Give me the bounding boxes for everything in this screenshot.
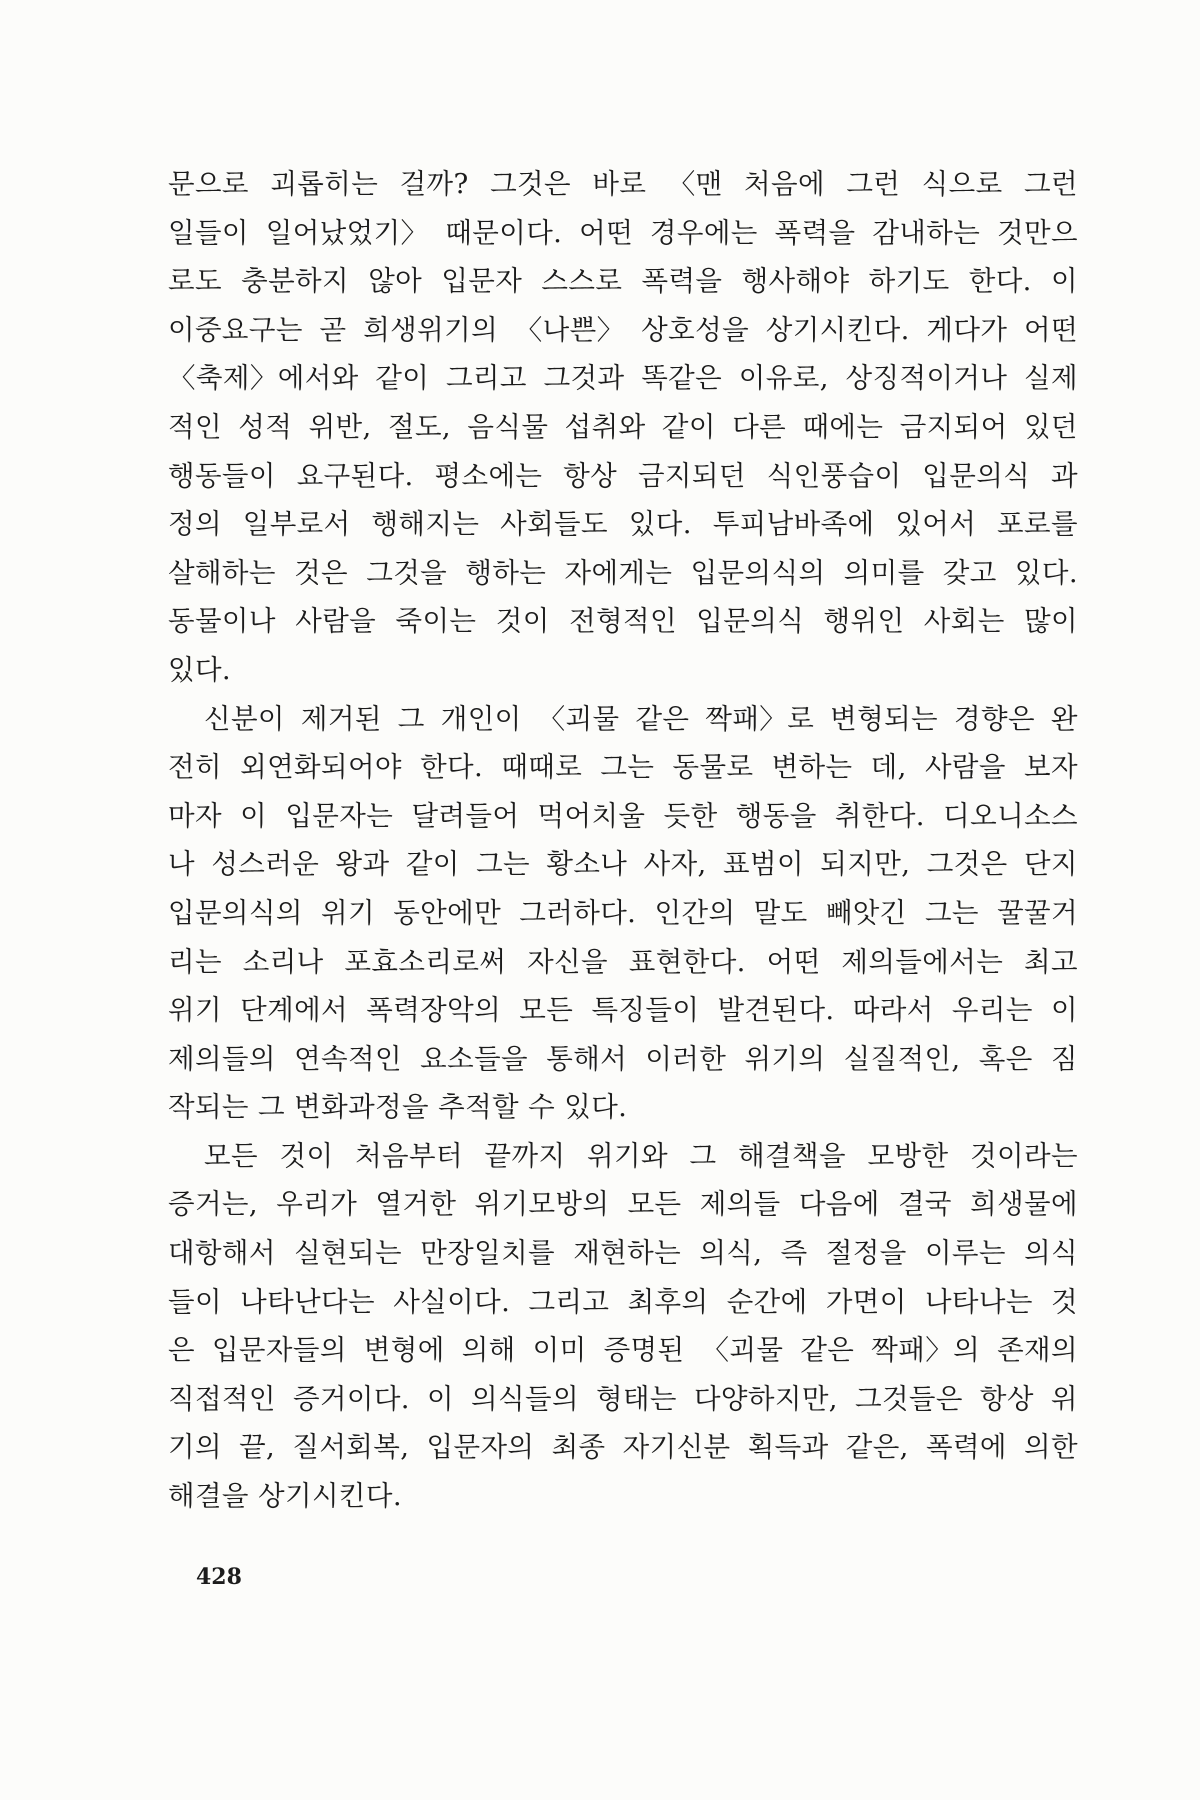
- word: 가면이: [825, 1285, 907, 1318]
- word: 정의: [168, 508, 222, 541]
- word: 의식,: [699, 1237, 763, 1270]
- word: 절도,: [387, 410, 452, 443]
- word: 개인이: [440, 702, 522, 735]
- word: 다양하지만,: [693, 1382, 838, 1415]
- word: 문으로: [168, 168, 249, 200]
- word: 위반,: [308, 410, 372, 443]
- word: 은: [168, 1334, 195, 1367]
- word: 말도: [753, 896, 808, 929]
- word: 성스러운: [211, 848, 320, 881]
- word: 적인: [168, 410, 222, 443]
- word: 것이: [279, 1139, 334, 1172]
- text-line: [168, 840, 1078, 889]
- word: 입문의식의: [690, 556, 826, 589]
- word: 결국: [897, 1188, 952, 1221]
- word: 우리는: [951, 994, 1033, 1027]
- word: 다음에: [798, 1188, 880, 1221]
- word: 항상: [979, 1382, 1034, 1415]
- word: 그는: [600, 751, 655, 784]
- word: 그는: [476, 848, 531, 881]
- word: 때때로: [501, 751, 583, 784]
- word: 열거한: [375, 1188, 457, 1221]
- word: 처음에: [744, 168, 825, 200]
- word: 이중요구는: [168, 313, 303, 346]
- word: 것: [1051, 1285, 1078, 1318]
- word: 일들이: [168, 216, 249, 249]
- text-line: [168, 986, 1078, 1035]
- word: 해결책을: [738, 1139, 846, 1172]
- word: 모든: [204, 1139, 258, 1172]
- word: 순간에: [726, 1285, 808, 1318]
- page-number: 428: [196, 1564, 242, 1590]
- word: 취한다.: [834, 799, 925, 832]
- word: 최종: [551, 1431, 606, 1464]
- word: 사회는: [923, 605, 1005, 638]
- word: 자에게는: [564, 556, 673, 589]
- word: 왕과: [335, 848, 390, 881]
- word: 감내하는: [872, 216, 981, 249]
- text-line: [168, 1180, 1078, 1229]
- word: 재현하는: [573, 1237, 682, 1270]
- text-line: [168, 938, 1078, 987]
- word: 짐: [1050, 1042, 1078, 1075]
- word: 것은: [294, 556, 349, 589]
- word: 그것을: [366, 556, 448, 589]
- word: 사람을: [295, 605, 377, 638]
- word: 갖고: [942, 556, 997, 589]
- word: 꿀꿀거: [997, 896, 1078, 929]
- text-line: [168, 1423, 1078, 1472]
- word: 행해지는: [371, 508, 480, 541]
- word: 있어서: [895, 508, 977, 541]
- word: 때문이다.: [445, 216, 563, 249]
- word: 그것들은: [854, 1382, 963, 1415]
- word: 것만으: [997, 216, 1078, 249]
- text-line: [168, 1229, 1078, 1278]
- word: 그리고: [528, 1285, 610, 1318]
- word: 살해하는: [168, 556, 276, 589]
- word: 빼앗긴: [825, 896, 907, 929]
- word: 같이: [375, 362, 430, 395]
- word: 게다가: [926, 313, 1008, 346]
- word: 섭취와: [564, 410, 646, 443]
- word: 한다.: [968, 265, 1032, 298]
- word: 최후의: [627, 1285, 709, 1318]
- word: 실질적인,: [843, 1042, 961, 1075]
- word: 나타나는: [924, 1285, 1033, 1318]
- word: 모든: [627, 1188, 682, 1221]
- word: 이: [427, 1382, 454, 1415]
- word: 단지: [1023, 848, 1078, 881]
- text-line: [168, 597, 1078, 646]
- word: 나: [168, 848, 195, 881]
- body-text: [168, 160, 1078, 1521]
- word: 표범이: [723, 848, 804, 881]
- text-line: [168, 354, 1078, 403]
- word: 있다.: [628, 508, 692, 541]
- word: 다른: [732, 410, 787, 443]
- word: 처음부터: [355, 1139, 463, 1172]
- word: 모방한: [867, 1139, 949, 1172]
- word: 의식: [1024, 1237, 1078, 1270]
- word: 상기시킨다.: [765, 313, 910, 346]
- word: 그: [689, 1139, 717, 1172]
- word: 않아: [368, 265, 423, 298]
- word: 있다.: [1014, 556, 1078, 589]
- word: 변하는: [771, 751, 853, 784]
- word: 음식물: [467, 410, 549, 443]
- word: 의미를: [843, 556, 925, 589]
- word: 디오니소스: [943, 799, 1078, 832]
- word: 같이: [661, 410, 716, 443]
- word: 위기와: [587, 1139, 668, 1172]
- word: 마자: [168, 799, 222, 832]
- word: 달려들어: [411, 799, 520, 832]
- word: 행동을: [735, 799, 817, 832]
- word: 위기의: [744, 1042, 826, 1075]
- word: 동물이나: [168, 605, 276, 638]
- word: 나타난다는: [240, 1285, 375, 1318]
- word: 끝,: [239, 1431, 276, 1464]
- word: 만장일치를: [420, 1237, 556, 1270]
- text-line: [168, 549, 1078, 598]
- word: 그는: [924, 896, 979, 929]
- word: 전형적인: [569, 605, 677, 638]
- paragraph-start-line: [168, 695, 1078, 744]
- word: 이미: [532, 1334, 587, 1367]
- word: 입문자의: [426, 1431, 535, 1464]
- word: 절정을: [825, 1237, 907, 1270]
- word: 어떤: [766, 945, 821, 978]
- word: 최고: [1023, 945, 1078, 978]
- word: 소리나: [242, 945, 324, 978]
- word: 희생위기의: [363, 313, 499, 346]
- text-line: [168, 306, 1078, 355]
- word: 사람을: [924, 751, 1006, 784]
- word: 이유로,: [738, 362, 829, 395]
- word: 짝패〉의: [871, 1334, 981, 1367]
- word: 완: [1050, 702, 1078, 735]
- word: 죽이는: [395, 605, 477, 638]
- word: 기의: [168, 1431, 222, 1464]
- word: 행위인: [823, 605, 905, 638]
- word: 보자: [1024, 751, 1078, 784]
- word: 행동들이: [168, 459, 276, 492]
- word: 금지되던: [637, 459, 746, 492]
- word: 포로를: [997, 508, 1078, 541]
- word: 같은: [800, 1334, 855, 1367]
- word: 입문의식: [922, 459, 1031, 492]
- word: 실제: [1024, 362, 1078, 395]
- word: 의한: [1024, 1431, 1078, 1464]
- word: 있던: [1023, 410, 1078, 443]
- word: 바로: [592, 168, 647, 200]
- word: 것이: [495, 605, 550, 638]
- word: 같은: [635, 702, 690, 735]
- word: 금지되어: [899, 410, 1008, 443]
- word: 그것은: [926, 848, 1008, 881]
- word: 폭력에: [925, 1431, 1007, 1464]
- word: 이러한: [645, 1042, 727, 1075]
- word: 따라서: [852, 994, 934, 1027]
- word: 〈괴물: [701, 1334, 784, 1367]
- word: 행하는: [465, 556, 547, 589]
- word: 충분하지: [241, 265, 349, 298]
- word: 제의들: [699, 1188, 781, 1221]
- word: 동물로: [672, 751, 754, 784]
- word: 같이: [405, 848, 460, 881]
- word: 어떤: [579, 216, 634, 249]
- word: 그것은: [490, 168, 571, 200]
- word: 그: [397, 702, 425, 735]
- word: 어떤: [1024, 313, 1078, 346]
- word: 위기: [321, 896, 375, 929]
- word: 평소에는: [434, 459, 543, 492]
- paragraph-end-line: 해결을 상기시킨다.: [168, 1480, 403, 1513]
- word: 데,: [870, 751, 907, 784]
- word: 증명된: [603, 1334, 685, 1367]
- word: 의식들의: [471, 1382, 579, 1415]
- word: 상징적이거나: [845, 362, 1008, 395]
- word: 변형에: [363, 1334, 445, 1367]
- word: 끝까지: [484, 1139, 566, 1172]
- word: 그리고: [445, 362, 527, 395]
- word: 〈괴물: [537, 702, 620, 735]
- word: 외연화되어야: [240, 751, 402, 784]
- word: 증거는,: [168, 1188, 259, 1221]
- paragraph-start-line: [168, 1132, 1078, 1181]
- word: 자기신분: [622, 1431, 731, 1464]
- word: 사자,: [643, 848, 707, 881]
- word: 질서회복,: [292, 1431, 410, 1464]
- text-line: [168, 1375, 1078, 1424]
- word: 입문의식: [696, 605, 805, 638]
- word: 입문자: [441, 265, 523, 298]
- word: 항상: [563, 459, 618, 492]
- text-line: [168, 889, 1078, 938]
- word: 〈나쁜〉: [514, 313, 625, 346]
- word: 〈맨: [667, 168, 723, 200]
- word: 직접적인: [168, 1382, 276, 1415]
- word: 인간의: [654, 896, 736, 929]
- word: 들이: [168, 1285, 222, 1318]
- word: 전히: [168, 751, 222, 784]
- word: 위기: [168, 994, 222, 1027]
- word: 때에는: [802, 410, 884, 443]
- word: 위: [1050, 1382, 1078, 1415]
- word: 경향은: [954, 702, 1035, 735]
- word: 폭력을: [774, 216, 856, 249]
- word: 대항해서: [168, 1237, 276, 1270]
- text-line: [168, 403, 1078, 452]
- word: 모든: [519, 994, 574, 1027]
- word: 과: [1050, 459, 1078, 492]
- word: 이: [240, 799, 268, 832]
- word: 괴롭히는: [270, 168, 379, 200]
- word: 그런: [1023, 168, 1078, 200]
- word: 입문자들의: [211, 1334, 347, 1367]
- word: 존재의: [997, 1334, 1078, 1367]
- word: 자신을: [527, 945, 608, 978]
- word: 식으로: [921, 168, 1003, 200]
- word: 많이: [1024, 605, 1078, 638]
- word: 포효소리로써: [344, 945, 507, 978]
- text-line: [168, 1035, 1078, 1084]
- word: 즉: [780, 1237, 808, 1270]
- word: 식인풍습이: [766, 459, 902, 492]
- text-line: [168, 257, 1078, 306]
- text-line: [168, 1326, 1078, 1375]
- text-line: [168, 209, 1078, 258]
- word: 먹어치울: [537, 799, 646, 832]
- word: 되지만,: [820, 848, 911, 881]
- word: 증거이다.: [292, 1382, 410, 1415]
- word: 사실이다.: [393, 1285, 511, 1318]
- word: 입문자는: [285, 799, 394, 832]
- word: 표현한다.: [628, 945, 746, 978]
- word: 그것과: [543, 362, 625, 395]
- word: 획득과: [747, 1431, 829, 1464]
- text-line: [168, 500, 1078, 549]
- paragraph-end-line: 작되는 그 변화과정을 추적할 수 있다.: [168, 1091, 628, 1124]
- word: 같은,: [845, 1431, 909, 1464]
- word: 희생물에: [970, 1188, 1078, 1221]
- word: 이: [1051, 265, 1078, 298]
- word: 로도: [168, 265, 222, 298]
- word: 〈축제〉에서와: [168, 362, 359, 395]
- text-line: [168, 1278, 1078, 1327]
- word: 일부로서: [242, 508, 351, 541]
- text-line: [168, 792, 1078, 841]
- word: 제거된: [300, 702, 382, 735]
- word: 황소나: [546, 848, 628, 881]
- word: 입문의식의: [168, 896, 303, 929]
- word: 짝패〉로: [705, 702, 815, 735]
- word: 그러하다.: [519, 896, 637, 929]
- word: 폭력을: [641, 265, 723, 298]
- word: 듯한: [663, 799, 718, 832]
- word: 사회들도: [500, 508, 608, 541]
- word: 것이라는: [970, 1139, 1078, 1172]
- word: 통해서: [546, 1042, 628, 1075]
- paragraph-end-line: 있다.: [168, 653, 232, 686]
- word: 상호성을: [641, 313, 750, 346]
- word: 우리가: [276, 1188, 358, 1221]
- word: 위기모방의: [474, 1188, 610, 1221]
- text-line: [168, 743, 1078, 792]
- word: 일어났었기〉: [265, 216, 429, 249]
- word: 의해: [461, 1334, 516, 1367]
- word: 실현되는: [294, 1237, 402, 1270]
- word: 이: [1051, 994, 1078, 1027]
- word: 발견된다.: [717, 994, 835, 1027]
- word: 폭력장악의: [366, 994, 502, 1027]
- word: 혹은: [978, 1042, 1033, 1075]
- word: 곧: [319, 313, 347, 346]
- word: 행사해야: [741, 265, 850, 298]
- word: 스스로: [541, 265, 623, 298]
- word: 형태는: [595, 1382, 677, 1415]
- text-line: [168, 452, 1078, 501]
- word: 리는: [168, 945, 222, 978]
- word: 투피남바족에: [712, 508, 875, 541]
- word: 연속적인: [294, 1042, 402, 1075]
- text-line: [168, 160, 1078, 209]
- word: 변형되는: [830, 702, 939, 735]
- word: 한다.: [420, 751, 484, 784]
- word: 똑같은: [641, 362, 723, 395]
- word: 신분이: [204, 702, 285, 735]
- word: 동안에만: [393, 896, 502, 929]
- word: 단계에서: [240, 994, 349, 1027]
- word: 요구된다.: [296, 459, 414, 492]
- word: 제의들의: [168, 1042, 276, 1075]
- word: 성적: [238, 410, 293, 443]
- word: 이루는: [924, 1237, 1006, 1270]
- word: 하기도: [868, 265, 950, 298]
- word: 걸까?: [399, 168, 469, 200]
- word: 그런: [846, 168, 901, 200]
- word: 제의들에서는: [841, 945, 1004, 978]
- word: 경우에는: [649, 216, 758, 249]
- word: 요소들을: [420, 1042, 529, 1075]
- word: 특징들이: [591, 994, 700, 1027]
